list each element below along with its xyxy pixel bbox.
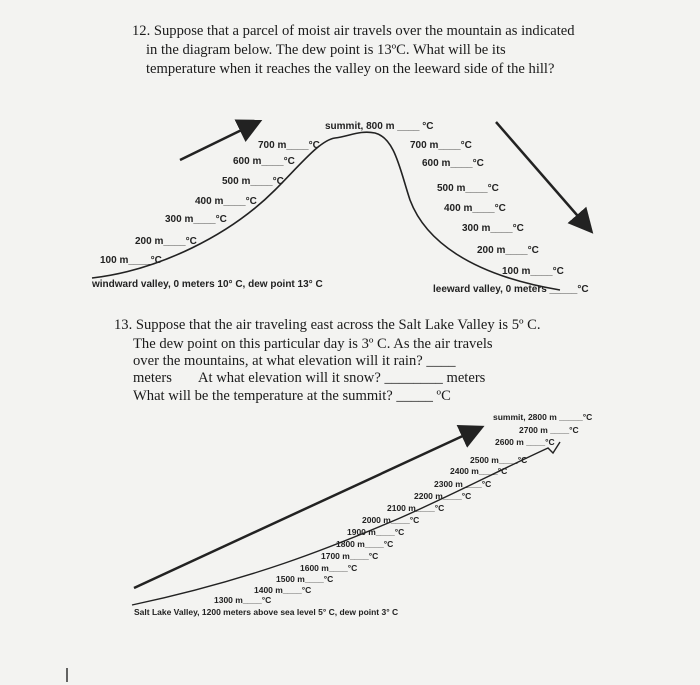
leeward-valley-label: leeward valley, 0 meters _____°C bbox=[433, 284, 589, 295]
leeward-200-label: 200 m____°C bbox=[477, 245, 539, 256]
elev-2700-label: 2700 m ____°C bbox=[519, 425, 579, 435]
leeward-600-label: 600 m____°C bbox=[422, 158, 484, 169]
q13-line3: over the mountains, at what elevation will it rain? ____ bbox=[133, 353, 456, 369]
leeward-500-label: 500 m____°C bbox=[437, 183, 499, 194]
leeward-100-label: 100 m____°C bbox=[502, 266, 564, 277]
elev-2200-label: 2200 m____°C bbox=[414, 491, 472, 501]
q13-line2: The dew point on this particular day is 3º C. As the air travels bbox=[133, 336, 493, 352]
summit-800-label: summit, 800 m ____ °C bbox=[325, 121, 434, 132]
q13-line4-snow: At what elevation will it snow? ________ meters bbox=[198, 370, 486, 386]
q12-line3: temperature when it reaches the valley on the leeward side of the hill? bbox=[146, 61, 555, 77]
summit-2800-label: summit, 2800 m _____°C bbox=[493, 412, 593, 422]
leeward-arrow bbox=[496, 122, 590, 230]
windward-600-label: 600 m____°C bbox=[233, 156, 295, 167]
leeward-300-label: 300 m____°C bbox=[462, 223, 524, 234]
windward-400-label: 400 m____°C bbox=[195, 196, 257, 207]
elev-2300-label: 2300 m____°C bbox=[434, 479, 492, 489]
windward-valley-label: windward valley, 0 meters 10° C, dew point 13° C bbox=[92, 279, 323, 290]
salt-lake-valley-label: Salt Lake Valley, 1200 meters above sea level 5° C, dew point 3° C bbox=[134, 607, 399, 617]
elev-1400-label: 1400 m____°C bbox=[254, 585, 312, 595]
windward-arrow bbox=[180, 122, 258, 160]
elev-1800-label: 1800 m____°C bbox=[336, 539, 394, 549]
elev-1300-label: 1300 m____°C bbox=[214, 595, 272, 605]
windward-100-label: 100 m____°C bbox=[100, 255, 162, 266]
elev-2500-label: 2500 m____°C bbox=[470, 455, 528, 465]
windward-200-label: 200 m____°C bbox=[135, 236, 197, 247]
elev-2000-label: 2000 m____°C bbox=[362, 515, 420, 525]
windward-300-label: 300 m____°C bbox=[165, 214, 227, 225]
elev-2100-label: 2100 m____°C bbox=[387, 503, 445, 513]
elev-1900-label: 1900 m____°C bbox=[347, 527, 405, 537]
q13-line1: 13. Suppose that the air traveling east across the Salt Lake Valley is 5º C. bbox=[114, 317, 541, 333]
leeward-400-label: 400 m____°C bbox=[444, 203, 506, 214]
elev-2600-label: 2600 m ____°C bbox=[495, 437, 555, 447]
q12-line2: in the diagram below. The dew point is 13ºC. What will be its bbox=[146, 42, 506, 58]
elev-1600-label: 1600 m____°C bbox=[300, 563, 358, 573]
leeward-700-label: 700 m____°C bbox=[410, 140, 472, 151]
windward-500-label: 500 m____°C bbox=[222, 176, 284, 187]
elev-1500-label: 1500 m____°C bbox=[276, 574, 334, 584]
q13-line5: What will be the temperature at the summit? _____ ºC bbox=[133, 388, 451, 404]
q13-line4-meters: meters bbox=[133, 370, 172, 386]
elev-2400-label: 2400 m____°C bbox=[450, 466, 508, 476]
windward-700-label: 700 m____°C bbox=[258, 140, 320, 151]
elev-1700-label: 1700 m____°C bbox=[321, 551, 379, 561]
q12-line1: 12. Suppose that a parcel of moist air travels over the mountain as indicated bbox=[132, 23, 575, 39]
